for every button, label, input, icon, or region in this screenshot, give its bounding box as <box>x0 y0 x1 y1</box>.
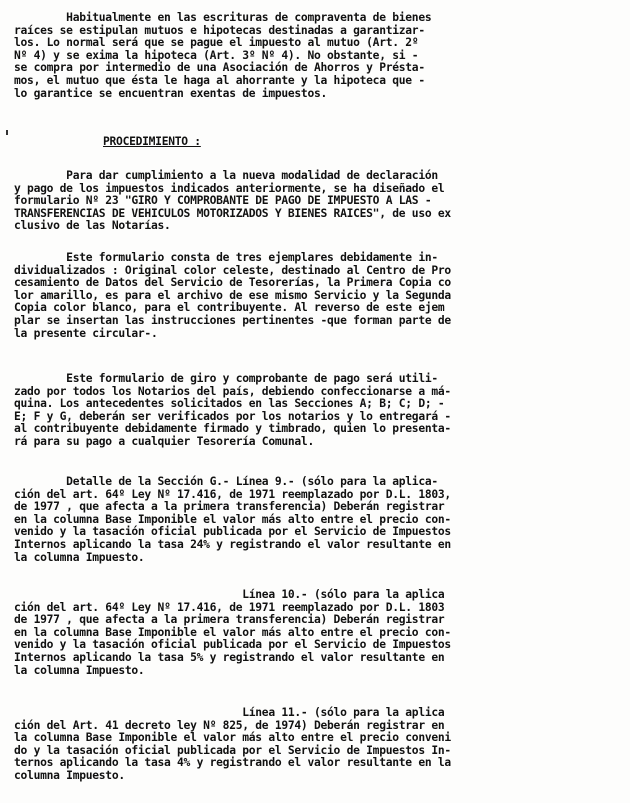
text-line: Línea 10.- (sólo para la aplica <box>14 588 445 601</box>
text-line: de 1977 , que afecta a la primera transferencia) Deberán registrar <box>14 613 445 627</box>
text-line: venido y la tasación oficial publicada por el Servicio de Impuestos <box>14 525 451 539</box>
text-line: quina. Los antecedentes solicitados en las Secciones A; B; C; D; - <box>14 397 445 411</box>
section-heading-block <box>103 136 303 149</box>
text-line: do y la tasación oficial publicada por el Servicio de Impuestos In- <box>14 743 451 757</box>
paragraph-linea-10 <box>14 589 620 677</box>
text-line: mos, el mutuo que ésta le haga al ahorrante y la hipoteca que - <box>14 73 425 87</box>
text-line: lor amarillo, es para el archivo de ese mismo Servicio y la Segunda <box>14 288 451 302</box>
text-line: la columna Impuesto. <box>14 550 145 564</box>
text-line: plar se insertan las instrucciones pertinentes -que forman parte de <box>14 313 451 327</box>
text-line: venido y la tasación oficial publicada por el Servicio de Impuestos <box>14 638 451 652</box>
margin-mark <box>6 130 8 135</box>
paragraph-notaries-usage <box>14 373 620 449</box>
paragraph-linea-11 <box>14 707 620 783</box>
text-line: Este formulario consta de tres ejemplares debidamente in- <box>14 251 438 264</box>
text-line: en la columna Base Imponible el valor más alto entre el precio con- <box>14 625 451 639</box>
text-line: Para dar cumplimiento a la nueva modalidad de declaración <box>14 169 438 182</box>
text-line: la columna Base Imponible el valor más alto entre el precio conveni <box>14 731 451 745</box>
text-line: clusivo de las Notarías. <box>14 219 171 233</box>
section-heading: PROCEDIMIENTO : <box>103 135 201 148</box>
paragraph-mortgage-note <box>14 12 620 100</box>
text-line: de 1977 , que afecta a la primera transferencia) Deberán registrar <box>14 500 445 514</box>
text-line: Línea 11.- (sólo para la aplica <box>14 706 445 719</box>
text-line: los. Lo normal será que se pague el impuesto al mutuo (Art. 2º <box>14 36 419 50</box>
text-line: ción del art. 64º Ley Nº 17.416, de 1971 reemplazado por D.L. 1803, <box>14 487 451 501</box>
text-line: E; F y G, deberán ser verificados por los notarios y lo entregará - <box>14 409 451 423</box>
text-line: la columna Impuesto. <box>14 663 145 677</box>
text-line: dividualizados : Original color celeste, destinado al Centro de Pro <box>14 263 451 277</box>
text-line: raíces se estipulan mutuos e hipotecas destinadas a garantizar- <box>14 23 425 37</box>
paragraph-form-23 <box>14 170 620 233</box>
text-line: Internos aplicando la tasa 24% y registrando el valor resultante en <box>14 537 451 551</box>
text-line: rá para su pago a cualquier Tesorería Comunal. <box>14 434 314 448</box>
text-line: Este formulario de giro y comprobante de pago será utili- <box>14 372 438 385</box>
text-line: Detalle de la Sección G.- Línea 9.- (sólo para la aplica- <box>14 475 438 488</box>
text-line: se compra por intermedio de una Asociación de Ahorros y Présta- <box>14 61 425 75</box>
text-line: Habitualmente en las escrituras de compraventa de bienes <box>14 11 432 24</box>
text-line: Nº 4) y se exima la hipoteca (Art. 3º Nº 4). No obstante, si - <box>14 48 419 62</box>
text-line: ción del art. 64º Ley Nº 17.416, de 1971 reemplazado por D.L. 1803 <box>14 600 445 614</box>
paragraph-form-copies <box>14 252 620 340</box>
text-line: columna Impuesto. <box>14 768 125 782</box>
text-line: cesamiento de Datos del Servicio de Tesorerías, la Primera Copia co <box>14 276 451 290</box>
text-line: zado por todos los Notarios del país, debiendo confeccionarse a má- <box>14 384 451 398</box>
text-line: en la columna Base Imponible el valor más alto entre el precio con- <box>14 512 451 526</box>
text-line: Copia color blanco, para el contribuyente. Al reverso de este ejem <box>14 301 445 315</box>
text-line: la presente circular-. <box>14 326 158 340</box>
text-line: y pago de los impuestos indicados anteriormente, se ha diseñado el <box>14 181 445 195</box>
text-line: lo garantice se encuentran exentas de impuestos. <box>14 86 328 100</box>
text-line: al contribuyente debidamente firmado y timbrado, quien lo presenta- <box>14 422 451 436</box>
text-line: ternos aplicando la tasa 4% y registrando el valor resultante en la <box>14 756 451 770</box>
text-line: TRANSFERENCIAS DE VEHICULOS MOTORIZADOS Y BIENES RAICES", de uso ex <box>14 206 451 220</box>
text-line: Internos aplicando la tasa 5% y registrando el valor resultante en <box>14 650 445 664</box>
paragraph-linea-9 <box>14 476 620 564</box>
text-line: formulario Nº 23 "GIRO Y COMPROBANTE DE PAGO DE IMPUESTO A LAS - <box>14 194 432 208</box>
text-line: ción del Art. 41 decreto ley Nº 825, de 1974) Deberán registrar en <box>14 718 445 732</box>
